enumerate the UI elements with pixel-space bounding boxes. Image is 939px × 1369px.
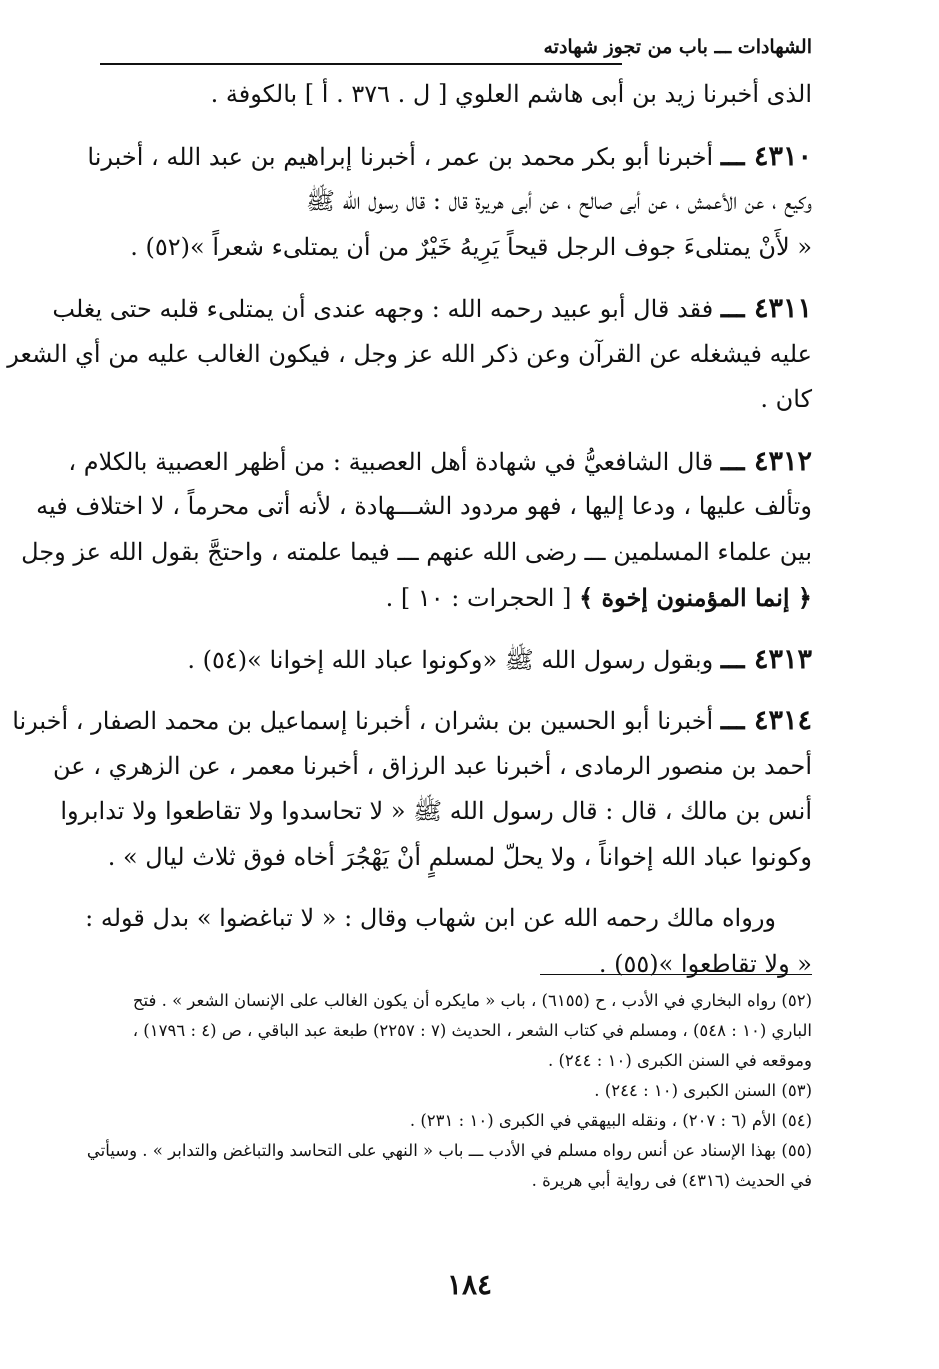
line-text: قال الشافعيُّ في شهادة أهل العصبية : من أظهر العصبية بالكلام ، — [68, 447, 714, 476]
footnote-line: (٥٥) بهذا الإسناد عن أنس رواه مسلم في الأدب ـــ باب « النهي على التحاسد والتباغض والتدابر » . وسيأتي — [86, 1141, 812, 1160]
header-rule — [100, 63, 622, 65]
hadith-number: ٤٣١٣ ـــ — [720, 643, 812, 675]
text-line — [100, 637, 812, 683]
hadith-number: ٤٣١٢ ـــ — [720, 445, 812, 477]
intro-line: الذى أخبرنا زيد بن أبى هاشم العلوي [ ل . ٣٧٦ . أ ] بالكوفة . — [210, 80, 812, 108]
footnote-line: (٥٤) الأم (٦ : ٢٠٧) ، ونقله البيهقي في الكبرى (١٠ : ٢٣١) . — [409, 1111, 812, 1130]
quran-reference: [ الحجرات : ١٠ ] . — [385, 584, 572, 612]
hadith-4314 — [12, 698, 812, 880]
hadith-number: ٤٣١١ ـــ — [720, 293, 812, 324]
text-line: بين علماء المسلمين ـــ رضى الله عنهم ـــ فيما علمته ، واحتجَّ بقول الله عز وجل — [21, 537, 812, 566]
hadith-4312 — [21, 439, 812, 621]
header-title: الشهادات ـــ باب من تجوز شهادته — [543, 36, 812, 58]
text-line: كان . — [760, 385, 812, 413]
hadith-4313 — [100, 637, 812, 683]
line-text: أخبرنا أبو بكر محمد بن عمر ، أخبرنا إبراهيم بن عبد الله ، أخبرنا — [87, 142, 714, 171]
text-line: أنس بن مالك ، قال : قال رسول الله ﷺ « لا تحاسدوا ولا تقاطعوا ولا تدابروا — [60, 797, 812, 825]
intro-paragraph — [100, 72, 812, 118]
text-line — [52, 286, 812, 332]
text-line: ورواه مالك رحمه الله عن ابن شهاب وقال : « لا تباغضوا » بدل قوله : — [85, 904, 776, 932]
hadith-number: ٤٣١٠ ـــ — [720, 140, 812, 172]
main-text — [7, 72, 812, 1003]
footnote-line: الباري (١٠ : ٥٤٨) ، ومسلم في كتاب الشعر ، الحديث (٧ : ٢٢٥٧) طبعة عبد الباقي ، ص (٤ : ١٧٩٦) ، — [132, 1021, 812, 1040]
text-line: وكونوا عباد الله إخواناً ، ولا يحلّ لمسلمٍ أنْ يَهْجُرَ أخاه فوق ثلاث ليال » . — [107, 842, 812, 871]
footnote-line: وموقعه في السنن الكبرى (١٠ : ٢٤٤) . — [547, 1051, 812, 1070]
footnote-line: (٥٢) رواه البخاري في الأدب ، ح (٦١٥٥) ، باب « مايكره أن يكون الغالب على الإنسان الشعر » . فتح — [132, 991, 812, 1010]
text-line — [12, 698, 812, 744]
page-number: ١٨٤ — [446, 1268, 493, 1301]
footnote-rule — [540, 974, 812, 975]
text-line: وتألف عليها ، ودعا إليها ، فهو مردود الشـــهادة ، لأنه أتى محرماً ، لا اختلاف فيه — [36, 492, 812, 520]
hadith-number: ٤٣١٤ ـــ — [720, 705, 812, 736]
text-line: أحمد بن منصور الرمادى ، أخبرنا عبد الرزاق ، أخبرنا معمر ، عن الزهري ، عن — [53, 751, 812, 780]
footnotes — [86, 986, 812, 1196]
text-line: وكيع ، عن الأعمش ، عن أبى صالح ، عن أبى هريرة قال : قال رسول الله ﷺ — [305, 187, 812, 215]
quran-line — [100, 575, 812, 621]
running-header — [100, 36, 812, 70]
quran-verse: ﴿ إنما المؤمنون إخوة ﴾ — [579, 583, 812, 612]
line-text: وبقول رسول الله ﷺ «وكونوا عباد الله إخوانا »(٥٤) . — [187, 645, 714, 674]
text-line — [87, 134, 812, 180]
footnote-line: (٥٣) السنن الكبرى (١٠ : ٢٤٤) . — [594, 1081, 812, 1100]
text-line: عليه فيشغله عن القرآن وعن ذكر الله عز وجل ، فيكون الغالب عليه من أي الشعر — [7, 339, 812, 368]
hadith-4310 — [87, 134, 812, 271]
text-line: « ولا تقاطعوا »(٥٥) . — [598, 949, 812, 978]
line-text: فقد قال أبو عبيد رحمه الله : وجهه عندى أن يمتلىء قلبه حتى يغلب — [52, 295, 714, 323]
line-text: أخبرنا أبو الحسين بن بشران ، أخبرنا إسماعيل بن محمد الصفار ، أخبرنا — [12, 707, 714, 735]
footnote-line: في الحديث (٤٣١٦) فى رواية أبي هريرة . — [531, 1171, 812, 1190]
text-line — [68, 439, 812, 485]
text-line: « لأَنْ يمتلىءَ جوف الرجل قيحاً يَرِيهُ خَيْرٌ من أن يمتلىء شعراً »(٥٢) . — [130, 232, 812, 261]
hadith-4311 — [7, 286, 812, 423]
